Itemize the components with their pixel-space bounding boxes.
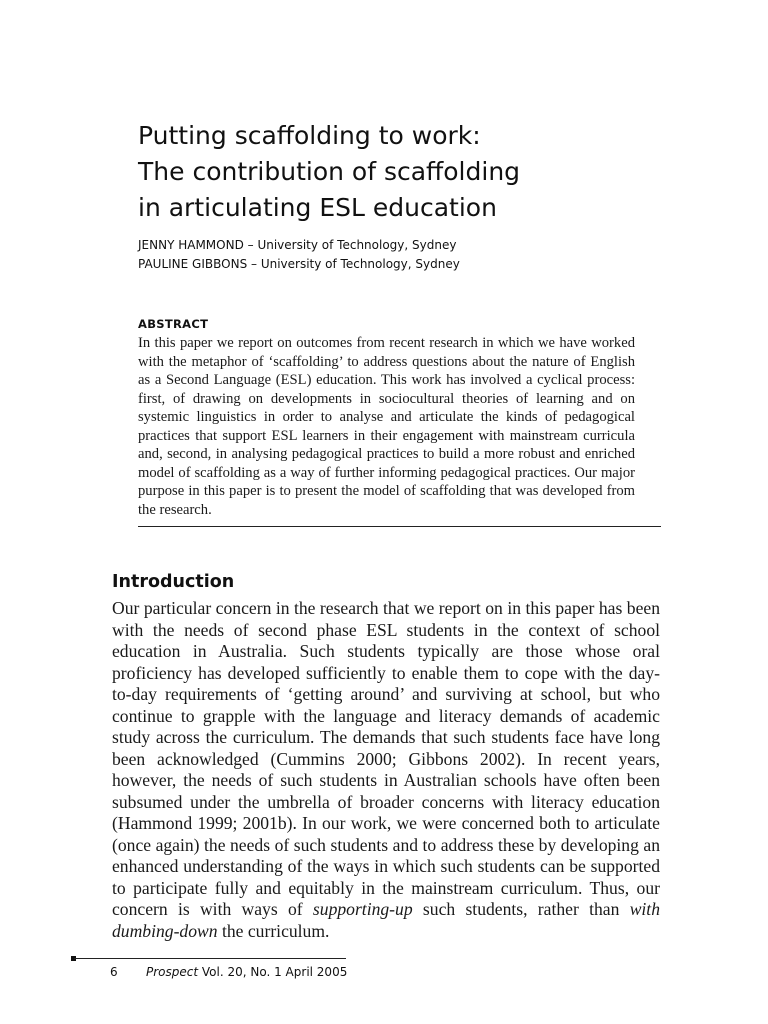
introduction-body	[112, 598, 660, 942]
abstract-heading: ABSTRACT	[138, 317, 209, 331]
title-line-3: in articulating ESL education	[138, 193, 497, 222]
introduction-emphasis-2: with dumbing-down	[112, 899, 660, 941]
title-line-2: The contribution of scaffolding	[138, 157, 521, 186]
title-line-1: Putting scaffolding to work:	[138, 121, 481, 150]
page-footer	[110, 964, 347, 980]
abstract-section	[138, 316, 635, 519]
introduction-text-end: the curriculum.	[217, 920, 330, 941]
introduction-emphasis-1: supporting-up	[312, 899, 413, 919]
abstract-divider	[138, 526, 661, 527]
author-list	[138, 236, 460, 274]
journal-issue: Vol. 20, No. 1 April 2005	[198, 965, 348, 979]
introduction-text-mid: such students, rather than	[412, 899, 630, 919]
journal-name: Prospect	[146, 965, 199, 979]
abstract-body: In this paper we report on outcomes from recent research in which we have worked with the metaphor of ‘scaffolding’ to address questions about the nature of English as a Second Language (ESL) education. This work has involved a cyclical process: first, of drawing on developments in sociocultural theories of learning and on systemic linguistics in order to analyse and articulate the kinds of pedagogical practices that support ESL learners in their engagement with mainstream curricula and, second, in analysing pedagogical practices to build a more robust and enriched model of scaffolding as a way of further informing pedagogical practices. Our major purpose in this paper is to present the model of scaffolding that was developed from the research.	[138, 335, 635, 518]
introduction-heading: Introduction	[112, 572, 235, 592]
paper-title	[138, 118, 698, 226]
footer-divider	[74, 958, 346, 959]
author-2: PAULINE GIBBONS – University of Technology, Sydney	[138, 257, 460, 271]
page-number: 6	[110, 965, 118, 979]
author-1: JENNY HAMMOND – University of Technology, Sydney	[138, 238, 457, 252]
introduction-text-main: Our particular concern in the research that we report on in this paper has been with the needs of second phase ESL students in the context of school education in Australia. Such students typically are those whose oral proficiency has developed sufficiently to enable them to cope with the day-to-day requirements of ‘getting around’ and surviving at school, but who continue to grapple with the language and literacy demands of academic study across the curriculum. The demands that such students face have long been acknowledged (Cummins 2000; Gibbons 2002). In recent years, however, the needs of such students in Australian schools have often been subsumed under the umbrella of broader concerns with literacy education (Hammond 1999; 2001b). In our work, we were concerned both to articulate (once again) the needs of such students and to address these by developing an enhanced understanding of the ways in which such students can be supported to participate fully and equitably in the mainstream curriculum. Thus, our concern is with ways of	[112, 598, 660, 919]
